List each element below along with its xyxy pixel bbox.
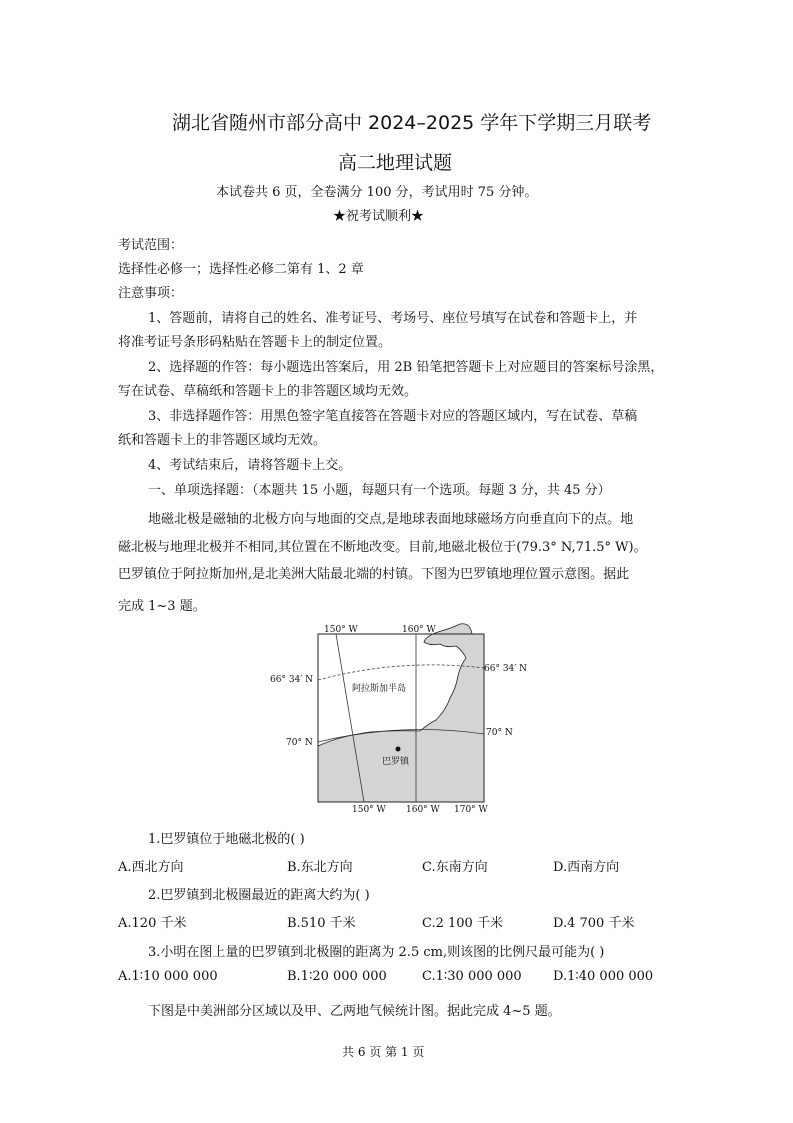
section-1-heading: 一、单项选择题：（本题共 15 小题，每题只有一个选项。每题 3 分，共 45 分）: [148, 483, 611, 498]
note-item-2-line-2: 写在试卷、草稿纸和答题卡上的非答题区域均无效。: [118, 384, 418, 399]
question-3-option-a: A.1∶10 000 000: [118, 969, 218, 984]
land-area: [318, 624, 484, 802]
town-label: 巴罗镇: [382, 757, 410, 767]
question-1-stem: 1.巴罗镇位于地磁北极的( ): [148, 832, 305, 847]
note-item-2-line-1: 2、选择题的作答：每小题选出答案后，用 2B 铅笔把答题卡上对应题目的答案标号涂黑，: [148, 360, 664, 375]
question-3-option-b: B.1∶20 000 000: [287, 969, 387, 984]
question-3-option-c: C.1∶30 000 000: [422, 969, 522, 984]
question-1-option-a: A.西北方向: [118, 860, 184, 875]
lat-left-label-2: 70° N: [286, 738, 313, 748]
note-item-1-line-1: 1、答题前，请将自己的姓名、准考证号、考场号、座位号填写在试卷和答题卡上，并: [148, 311, 638, 326]
page-footer: 共 6 页 第 1 页: [342, 1045, 425, 1059]
question-1-option-c: C.东南方向: [422, 860, 488, 875]
question-3-stem: 3.小明在图上量的巴罗镇到北极圈的距离为 2.5 cm,则该图的比例尺最可能为( ): [148, 945, 605, 960]
top-lon-label-1: 150° W: [324, 625, 358, 635]
barrow-location-map: [260, 618, 528, 818]
bottom-lon-label-2: 160° W: [406, 805, 440, 815]
question-2-option-b: B.510 千米: [287, 916, 356, 931]
question-2-option-c: C.2 100 千米: [422, 916, 503, 931]
exam-subtitle: 高二地理试题: [338, 152, 453, 174]
passage-line-3: 巴罗镇位于阿拉斯加州,是北美洲大陆最北端的村镇。下图为巴罗镇地理位置示意图。据此: [118, 567, 630, 582]
passage-line-4: 完成 1~3 题。: [118, 599, 206, 614]
exam-title: 湖北省随州市部分高中 2024–2025 学年下学期三月联考: [172, 112, 652, 134]
barrow-point: [396, 747, 401, 752]
top-lon-label-2: 160° W: [402, 625, 436, 635]
question-2-option-d: D.4 700 千米: [553, 916, 635, 931]
lat-right-label-1: 66° 34′ N: [484, 664, 528, 674]
questions-4-5-intro: 下图是中美洲部分区域以及甲、乙两地气候统计图。据此完成 4~5 题。: [148, 1004, 561, 1019]
bottom-lon-label-3: 170° W: [454, 805, 488, 815]
passage-line-1: 地磁北极是磁轴的北极方向与地面的交点,是地球表面地球磁场方向垂直向下的点。地: [148, 512, 634, 527]
exam-info: 本试卷共 6 页，全卷满分 100 分，考试用时 75 分钟。: [216, 185, 538, 200]
note-item-4: 4、考试结束后，请将答题卡上交。: [148, 458, 352, 473]
scope-content: 选择性必修一；选择性必修二第有 1、2 章: [118, 262, 364, 277]
notes-heading: 注意事项：: [118, 286, 184, 301]
question-2-stem: 2.巴罗镇到北极圈最近的距离大约为( ): [148, 888, 370, 903]
region-label: 阿拉斯加半岛: [352, 684, 407, 694]
exam-wish: ★祝考试顺利★: [333, 209, 425, 224]
lat-right-label-2: 70° N: [486, 728, 513, 738]
note-item-3-line-2: 纸和答题卡上的非答题区域均无效。: [118, 433, 327, 448]
question-1-option-d: D.西南方向: [553, 860, 620, 875]
bottom-lon-label-1: 150° W: [352, 805, 386, 815]
passage-line-2: 磁北极与地理北极并不相同,其位置在不断地改变。目前,地磁北极位于(79.3° N,71.5° W)。: [118, 540, 647, 555]
question-2-option-a: A.120 千米: [118, 916, 187, 931]
scope-heading: 考试范围：: [118, 238, 184, 253]
question-3-option-d: D.1∶40 000 000: [553, 969, 654, 984]
note-item-3-line-1: 3、非选择题作答：用黑色签字笔直接答在答题卡对应的答题区域内，写在试卷、草稿: [148, 409, 638, 424]
question-1-option-b: B.东北方向: [287, 860, 353, 875]
note-item-1-line-2: 将准考证号条形码粘贴在答题卡上的制定位置。: [118, 335, 392, 350]
lat-left-label-1: 66° 34′ N: [270, 675, 314, 685]
